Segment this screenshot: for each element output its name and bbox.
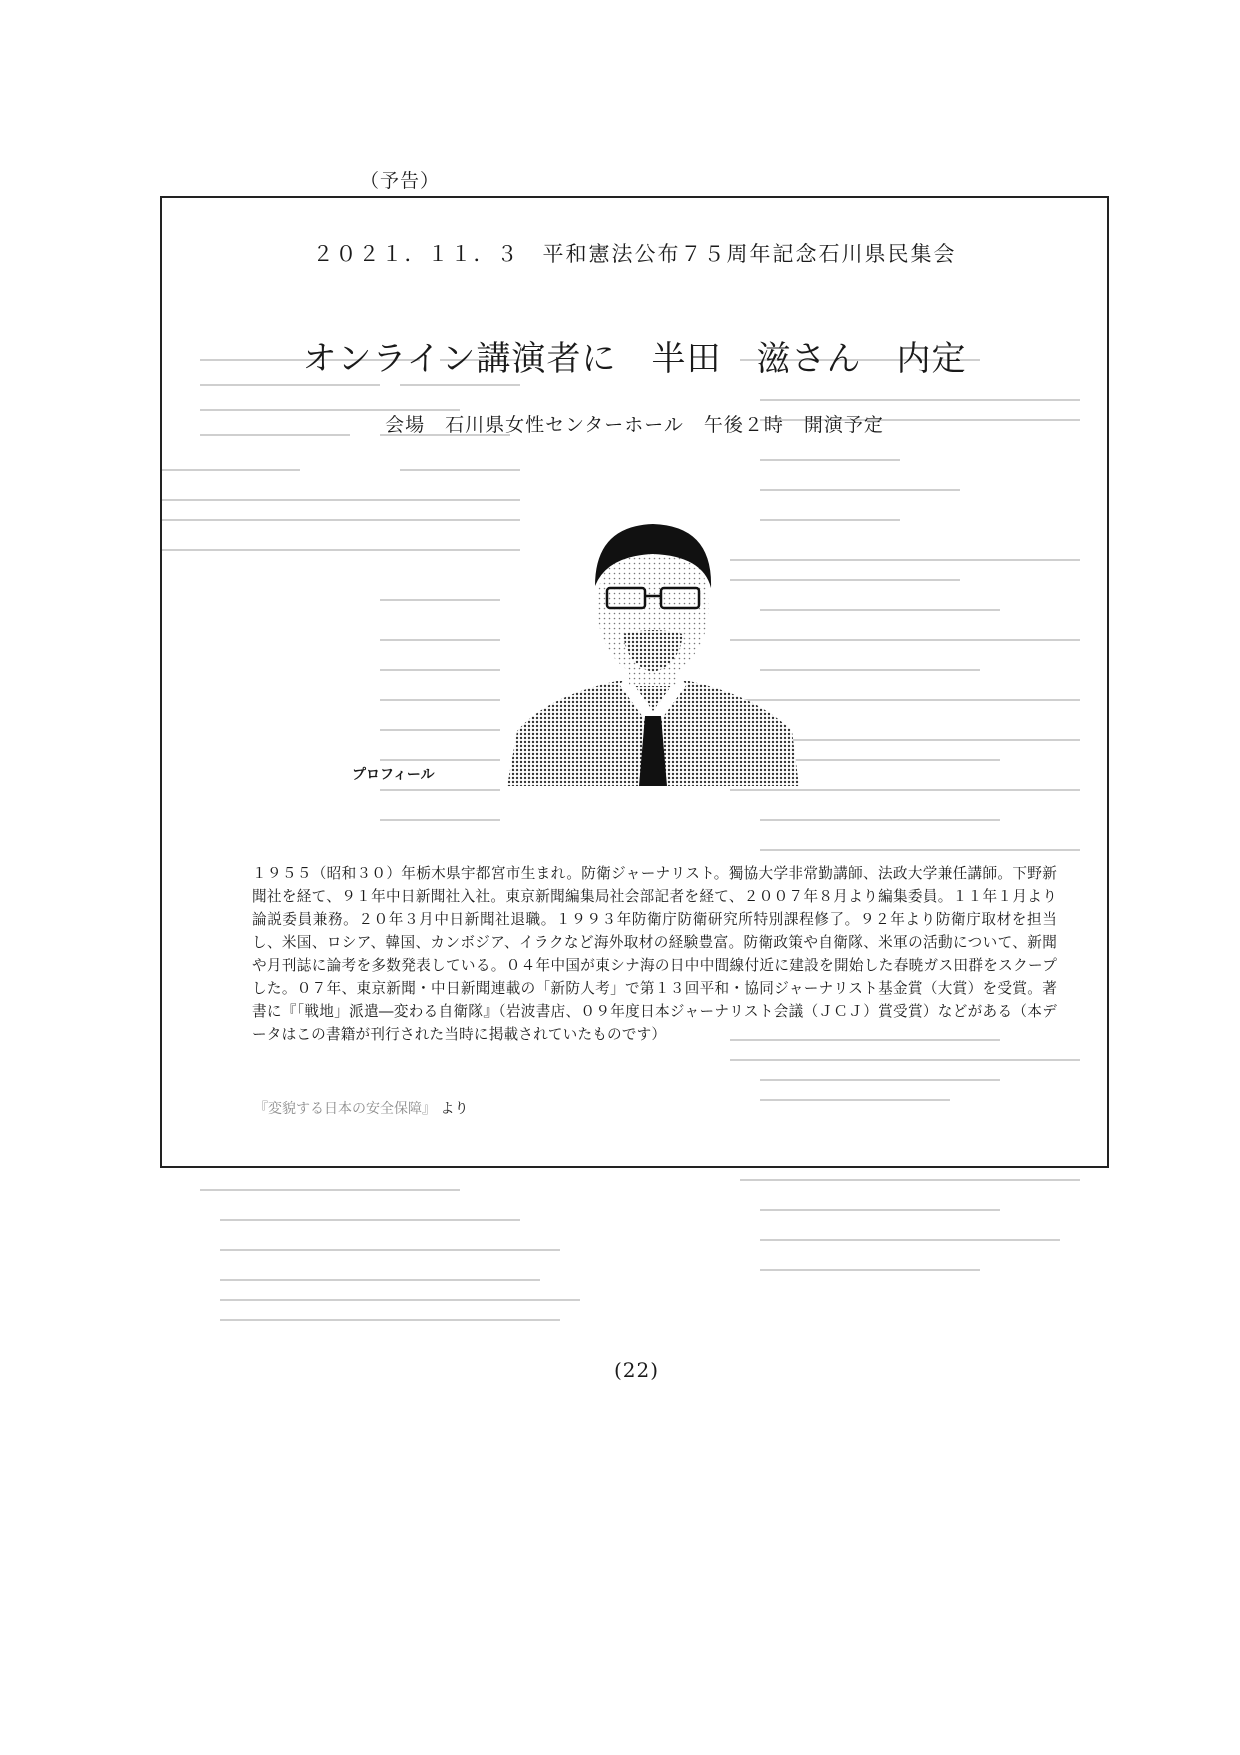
notice-label: （予告） bbox=[360, 170, 441, 192]
headline: オンライン講演者に 半田 滋さん 内定 bbox=[302, 338, 967, 379]
page-number: (22) bbox=[614, 1358, 660, 1382]
source-citation bbox=[254, 1098, 468, 1118]
speaker-photo bbox=[507, 516, 799, 786]
source-suffix: より bbox=[440, 1101, 469, 1117]
profile-label: プロフィール bbox=[352, 767, 435, 783]
event-date-line: ２０２１．１１．３ 平和憲法公布７５周年記念石川県民集会 bbox=[312, 242, 957, 266]
venue-line: 会場 石川県女性センターホール 午後２時 開演予定 bbox=[385, 414, 884, 436]
source-book-title: 『変貌する日本の安全保障』 bbox=[254, 1101, 436, 1117]
announcement-box bbox=[160, 196, 1109, 1168]
profile-bio: １９５５（昭和３０）年栃木県宇都宮市生まれ。防衛ジャーナリスト。獨協大学非常勤講師、法政大学兼任講師。下野新聞社を経て、９１年中日新聞社入社。東京新聞編集局社会部記者を経て、２００７年８月より編集委員。１１年１月より論説委員兼務。２０年３月中日新聞社退職。１９９３年防衛庁防衛研究所特別課程修了。９２年より防衛庁取材を担当し、米国、ロシア、韓国、カンボジア、イラクなど海外取材の経験豊富。防衛政策や自衛隊、米軍の活動について、新聞や月刊誌に論考を多数発表している。０４年中国が東シナ海の日中中間線付近に建設を開始した春暁ガス田群をスクープした。０７年、東京新聞・中日新聞連載の「新防人考」で第１３回平和・協同ジャーナリスト基金賞（大賞）を受賞。著書に『「戦地」派遣―変わる自衛隊』（岩波書店、０９年度日本ジャーナリスト会議（ＪＣＪ）賞受賞）などがある（本データはこの書籍が刊行された当時に掲載されていたものです） bbox=[252, 865, 1057, 1043]
